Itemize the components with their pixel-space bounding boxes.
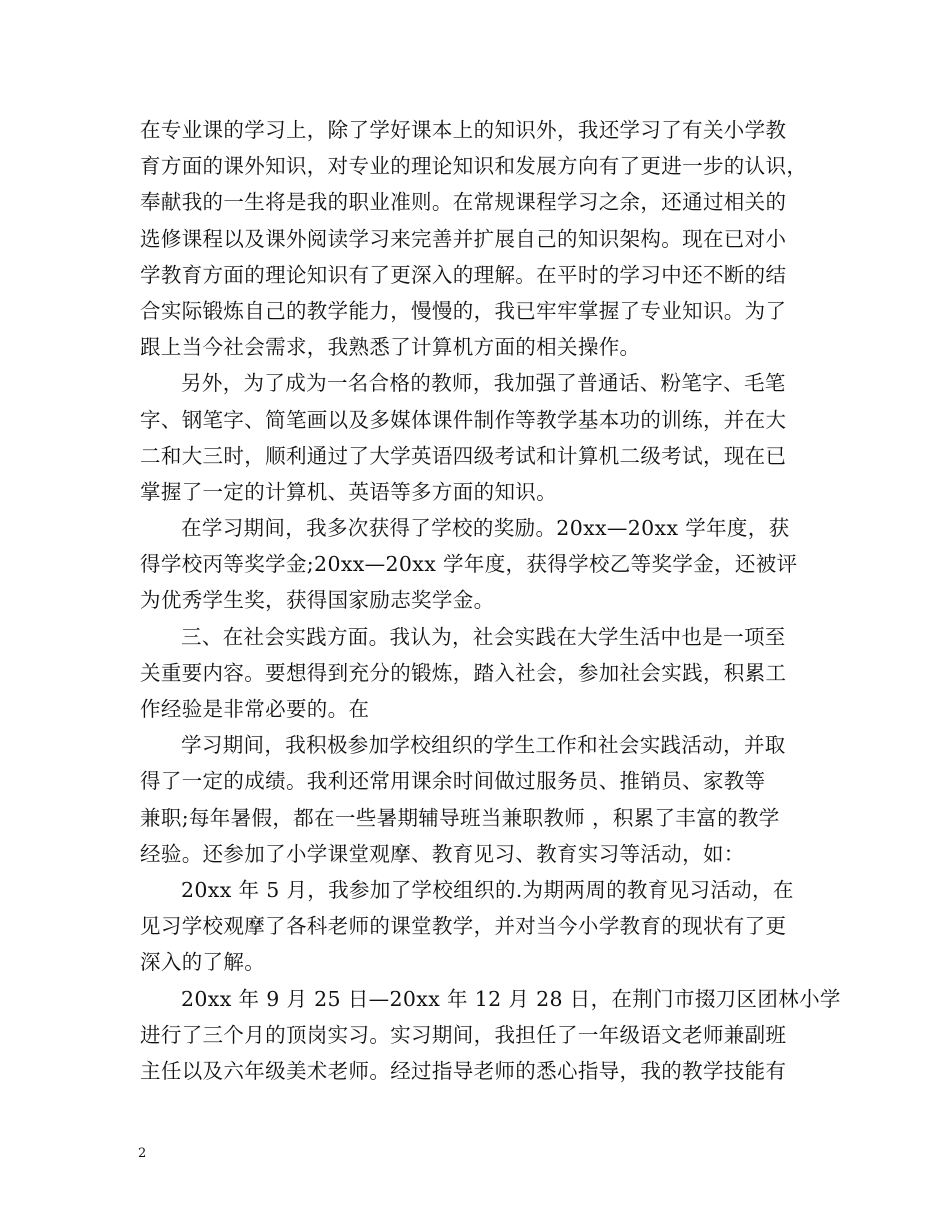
text-line: 跟上当今社会需求，我熟悉了计算机方面的相关操作。 bbox=[140, 335, 641, 360]
text-line: 在学习期间，我多次获得了学校的奖励。20xx—20xx 学年度，获 bbox=[181, 516, 790, 541]
text-line: 字、钢笔字、简笔画以及多媒体课件制作等教学基本功的训练，并在大 bbox=[140, 407, 787, 432]
text-line: 二和大三时，顺利通过了大学英语四级考试和计算机二级考试，现在已 bbox=[140, 443, 787, 468]
text-line: 主任以及六年级美术老师。经过指导老师的悉心指导，我的教学技能有 bbox=[140, 1058, 787, 1083]
page-number: 2 bbox=[138, 1146, 147, 1161]
text-line: 经验。还参加了小学课堂观摩、教育见习、教育实习等活动，如： bbox=[140, 841, 745, 866]
text-line: 另外，为了成为一名合格的教师，我加强了普通话、粉笔字、毛笔 bbox=[181, 371, 786, 396]
text-line: 选修课程以及课外阅读学习来完善并扩展自己的知识架构。现在已对小 bbox=[140, 226, 787, 251]
text-line: 合实际锻炼自己的教学能力，慢慢的，我已牢牢掌握了专业知识。为了 bbox=[140, 298, 787, 323]
text-line: 在专业课的学习上，除了学好课本上的知识外，我还学习了有关小学教 bbox=[140, 118, 787, 142]
text-line: 20xx 年 9 月 25 日—20xx 年 12 月 28 日，在荆门市掇刀区团林小学 bbox=[181, 986, 841, 1011]
text-line: 见习学校观摩了各科老师的课堂教学，并对当今小学教育的现状有了更 bbox=[140, 914, 787, 939]
text-line: 关重要内容。要想得到充分的锻炼，踏入社会，参加社会实践，积累工 bbox=[140, 660, 787, 685]
text-line: 兼职;每年暑假，都在一些暑期辅导班当兼职教师 ，积累了丰富的教学 bbox=[140, 805, 780, 830]
text-line: 作经验是非常必要的。在 bbox=[140, 697, 370, 721]
text-line: 奉献我的一生将是我的职业准则。在常规课程学习之余，还通过相关的 bbox=[140, 190, 787, 215]
text-line: 为优秀学生奖，获得国家励志奖学金。 bbox=[140, 588, 495, 613]
text-line: 20xx 年 5 月，我参加了学校组织的.为期两周的教育见习活动，在 bbox=[181, 877, 794, 902]
text-line: 育方面的课外知识，对专业的理论知识和发展方向有了更进一步的认识， bbox=[140, 154, 808, 179]
text-line: 掌握了一定的计算机、英语等多方面的知识。 bbox=[140, 479, 557, 504]
text-line: 学教育方面的理论知识有了更深入的理解。在平时的学习中还不断的结 bbox=[140, 262, 787, 287]
document-body bbox=[140, 112, 841, 1089]
text-line: 得了一定的成绩。我利还常用课余时间做过服务员、推销员、家教等 bbox=[140, 769, 766, 794]
text-line: 三、在社会实践方面。我认为，社会实践在大学生活中也是一项至 bbox=[181, 624, 786, 649]
text-line: 进行了三个月的顶岗实习。实习期间，我担任了一年级语文老师兼副班 bbox=[140, 1022, 787, 1047]
text-line: 得学校丙等奖学金;20xx—20xx 学年度，获得学校乙等奖学金，还被评 bbox=[140, 552, 798, 577]
text-line: 深入的了解。 bbox=[140, 950, 266, 975]
text-line: 学习期间，我积极参加学校组织的学生工作和社会实践活动，并取 bbox=[181, 733, 786, 758]
